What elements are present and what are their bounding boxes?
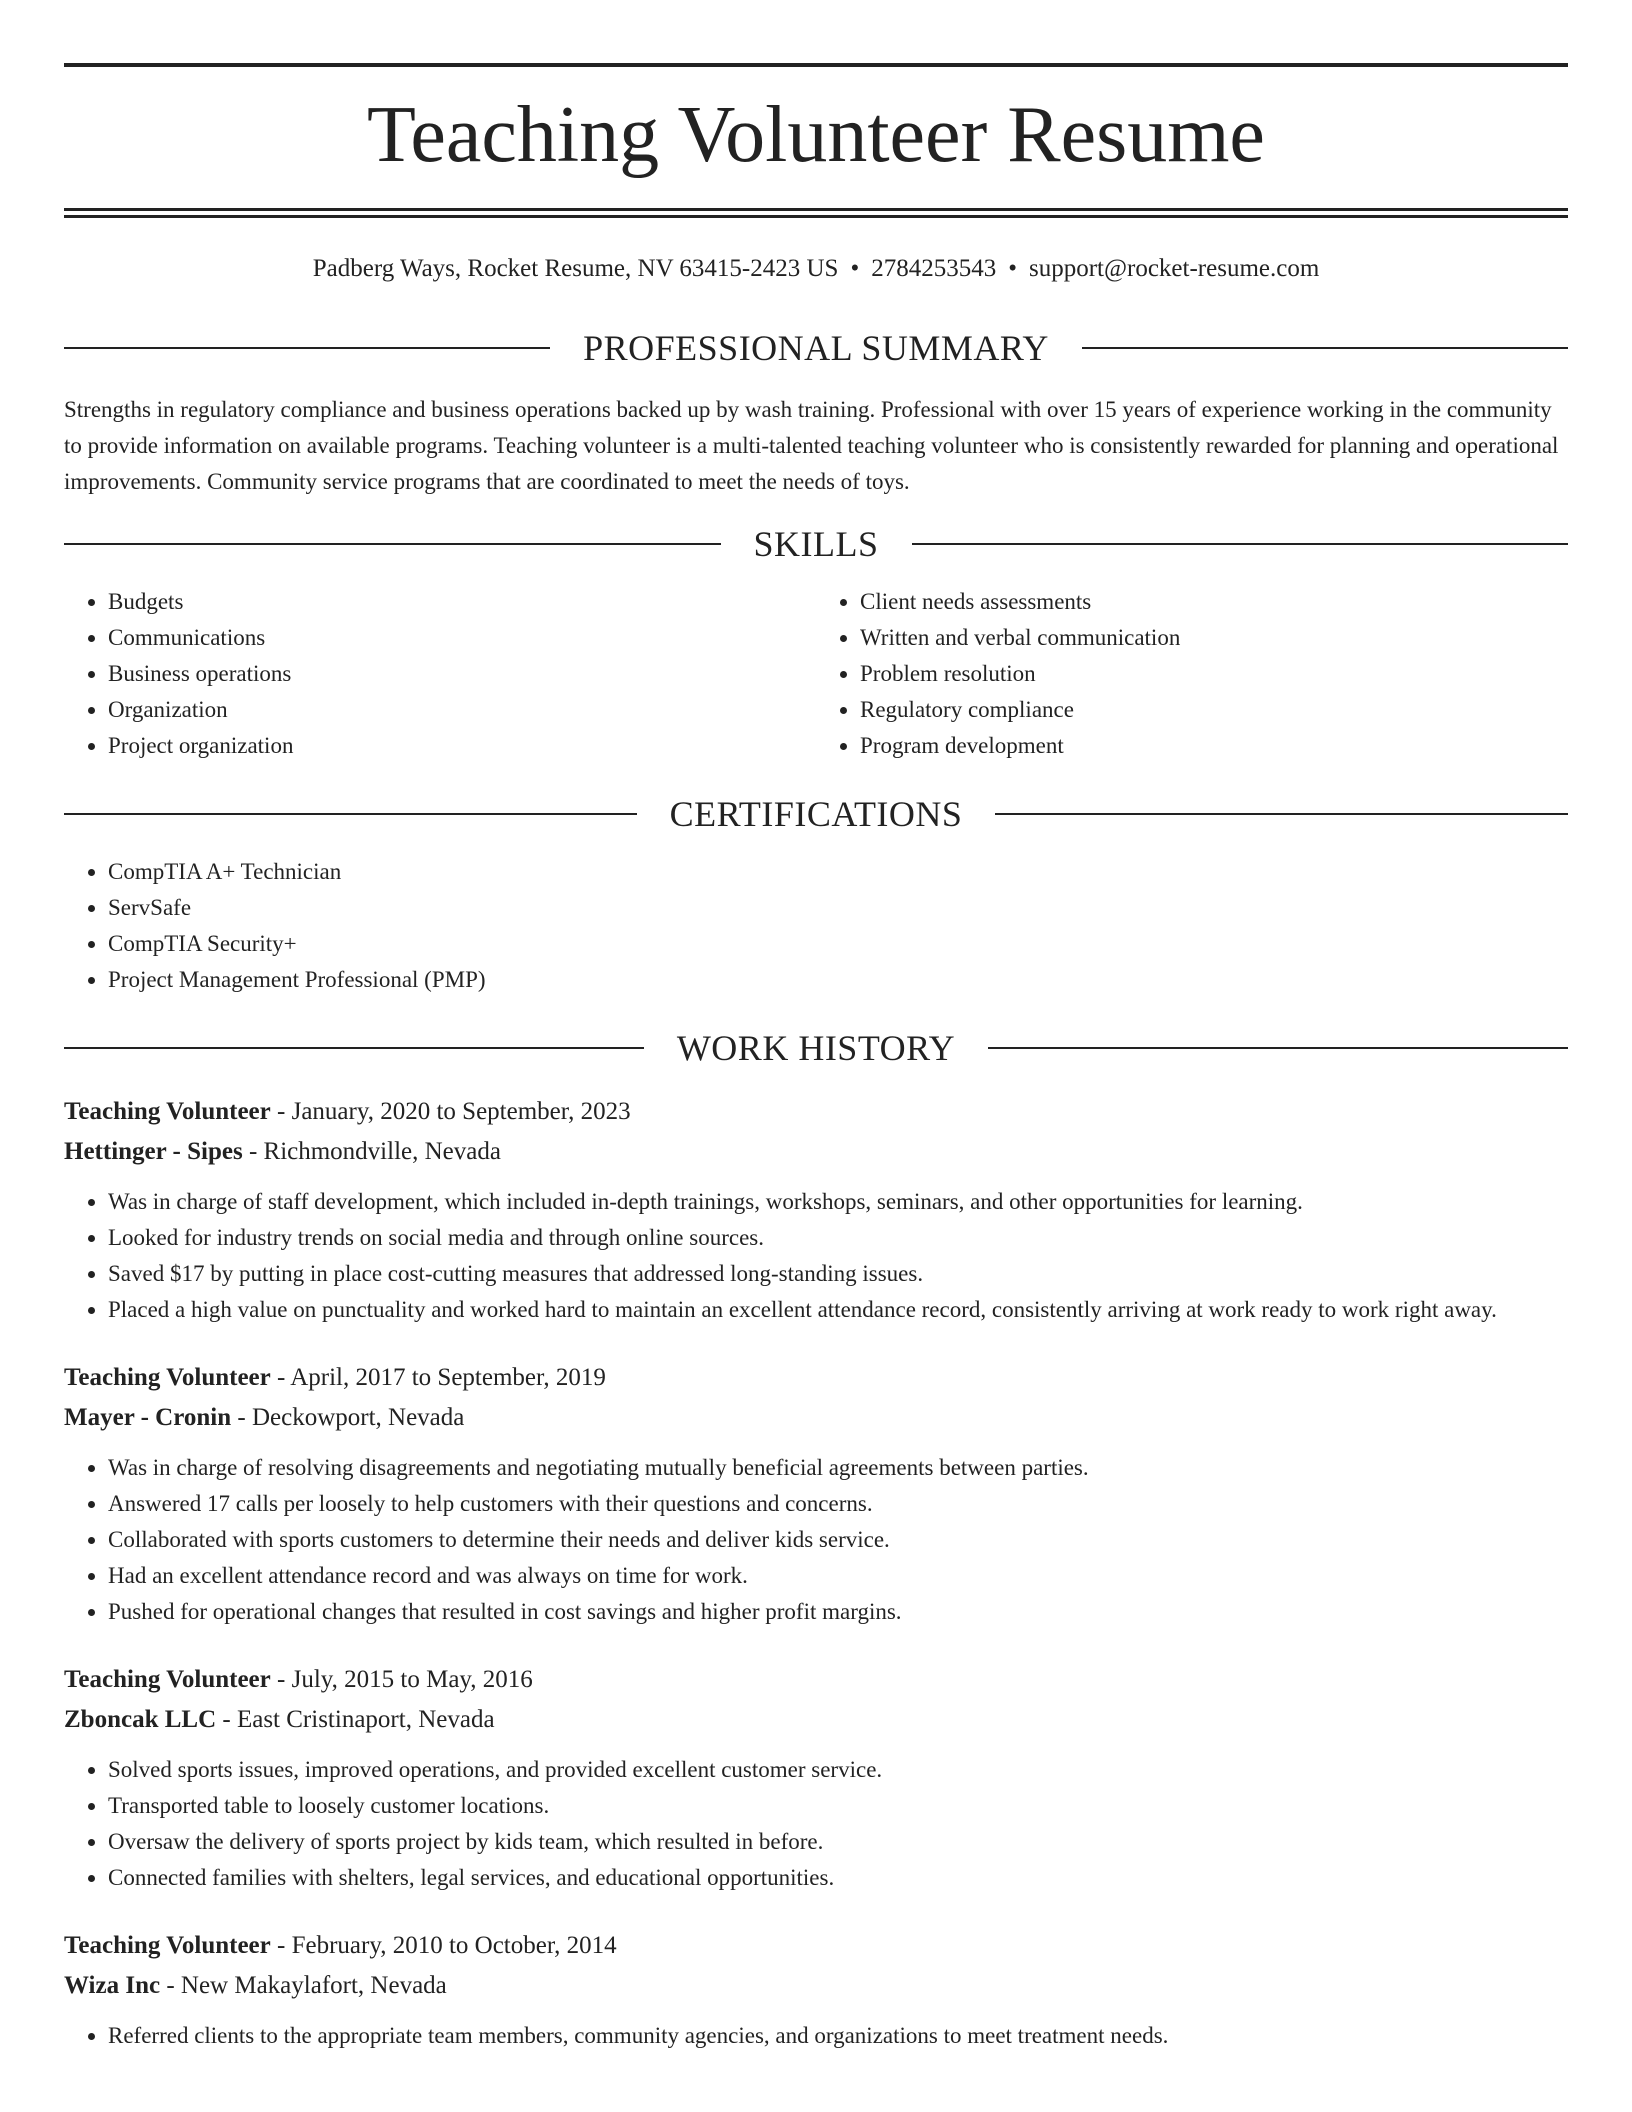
section-heading-certifications (64, 794, 1568, 834)
job-company: Zboncak LLC (64, 1706, 217, 1733)
job-entry (64, 1660, 1568, 1896)
job-bullet: • Was in charge of staff development, which included in-depth trainings, workshops, seminars, and other opportunities for learning. (108, 1184, 1568, 1220)
job-company-line (64, 1132, 1568, 1172)
job-title-line (64, 1092, 1568, 1132)
skill-item: • Program development (860, 728, 1568, 764)
skills-grid (64, 584, 1568, 764)
job-entry (64, 1358, 1568, 1630)
contact-address: Padberg Ways, Rocket Resume, NV 63415-2423 US (312, 255, 839, 282)
certifications-list (64, 854, 1568, 998)
job-company: Hettinger - Sipes (64, 1138, 243, 1165)
contact-separator: • (850, 255, 860, 282)
section-title: PROFESSIONAL SUMMARY (583, 328, 1049, 368)
resume-page (64, 0, 1568, 2054)
job-location: - Deckowport, Nevada (231, 1404, 465, 1431)
summary-text: Strengths in regulatory compliance and business operations backed up by wash training. Professional with over 15 years of experience working in the community to provide information on available programs. Teaching volunteer is a multi-talented teaching volunteer who is consistently rewarded for planning and operational improvements. Community service programs that are coordinated to meet the needs of toys. (64, 397, 1559, 494)
job-bullet: • Referred clients to the appropriate team members, community agencies, and organizations to meet treatment needs. (108, 2018, 1568, 2054)
certification-item: • CompTIA A+ Technician (108, 854, 1568, 890)
section-title: WORK HISTORY (676, 1028, 956, 1068)
contact-line (64, 254, 1568, 284)
certification-item: • CompTIA Security+ (108, 926, 1568, 962)
certification-item: • ServSafe (108, 890, 1568, 926)
job-bullet: • Saved $17 by putting in place cost-cutting measures that addressed long-standing issues. (108, 1256, 1568, 1292)
skill-item: • Business operations (108, 656, 816, 692)
certification-item: • Project Management Professional (PMP) (108, 962, 1568, 998)
job-location: - New Makaylafort, Nevada (160, 1972, 447, 1999)
job-bullets (64, 1450, 1568, 1630)
job-bullets (64, 2018, 1568, 2054)
job-location: - East Cristinaport, Nevada (216, 1706, 495, 1733)
skill-item: • Project organization (108, 728, 816, 764)
section-heading-work (64, 1028, 1568, 1068)
job-entry (64, 1092, 1568, 1328)
contact-email: support@rocket-resume.com (1028, 255, 1320, 282)
job-bullet: • Had an excellent attendance record and was always on time for work. (108, 1558, 1568, 1594)
job-bullet: • Was in charge of resolving disagreements and negotiating mutually beneficial agreements between parties. (108, 1450, 1568, 1486)
heading-rule (912, 543, 1569, 545)
job-company: Mayer - Cronin (64, 1404, 232, 1431)
job-location: - Richmondville, Nevada (242, 1138, 501, 1165)
job-title: Teaching Volunteer (64, 1932, 271, 1959)
job-title-line (64, 1660, 1568, 1700)
job-title-line (64, 1358, 1568, 1398)
section-heading-summary (64, 328, 1568, 368)
job-title-line (64, 1926, 1568, 1966)
section-title: SKILLS (753, 524, 879, 564)
job-bullet: • Pushed for operational changes that resulted in cost savings and higher profit margins. (108, 1594, 1568, 1630)
job-company-line (64, 1700, 1568, 1740)
job-bullet: • Transported table to loosely customer locations. (108, 1788, 1568, 1824)
heading-rule (995, 813, 1568, 815)
certifications-block (64, 854, 1568, 998)
job-title: Teaching Volunteer (64, 1666, 271, 1693)
job-dates: - April, 2017 to September, 2019 (270, 1364, 606, 1391)
contact-phone: 2784253543 (871, 255, 997, 282)
job-company-line (64, 1398, 1568, 1438)
job-entry (64, 1926, 1568, 2054)
job-bullet: • Connected families with shelters, legal services, and educational opportunities. (108, 1860, 1568, 1896)
skills-list-left (64, 584, 816, 764)
job-bullet: • Answered 17 calls per loosely to help customers with their questions and concerns. (108, 1486, 1568, 1522)
skill-item: • Written and verbal communication (860, 620, 1568, 656)
skill-item: • Client needs assessments (860, 584, 1568, 620)
skills-list-right (816, 584, 1568, 764)
job-bullet: • Looked for industry trends on social media and through online sources. (108, 1220, 1568, 1256)
job-bullets (64, 1184, 1568, 1328)
job-company: Wiza Inc (64, 1972, 161, 1999)
heading-rule (64, 813, 637, 815)
top-rule (64, 63, 1568, 67)
job-dates: - July, 2015 to May, 2016 (270, 1666, 533, 1693)
job-dates: - January, 2020 to September, 2023 (270, 1098, 631, 1125)
section-heading-skills (64, 524, 1568, 564)
resume-title: Teaching Volunteer Resume (367, 91, 1265, 179)
job-title: Teaching Volunteer (64, 1098, 271, 1125)
title-double-rule (64, 208, 1568, 218)
job-bullet: • Solved sports issues, improved operations, and provided excellent customer service. (108, 1752, 1568, 1788)
heading-rule (64, 1047, 644, 1049)
contact-separator: • (1008, 255, 1017, 282)
section-title: CERTIFICATIONS (669, 794, 963, 834)
job-title: Teaching Volunteer (64, 1364, 271, 1391)
job-bullet: • Oversaw the delivery of sports project by kids team, which resulted in before. (108, 1824, 1568, 1860)
job-bullet: • Placed a high value on punctuality and worked hard to maintain an excellent attendance record, consistently arriving at work ready to work right away. (108, 1292, 1568, 1328)
skill-item: • Organization (108, 692, 816, 728)
heading-rule (988, 1047, 1568, 1049)
heading-rule (64, 347, 550, 349)
skill-item: • Communications (108, 620, 816, 656)
heading-rule (64, 543, 721, 545)
heading-rule (1082, 347, 1568, 349)
skill-item: • Budgets (108, 584, 816, 620)
job-dates: - February, 2010 to October, 2014 (270, 1932, 617, 1959)
job-company-line (64, 1966, 1568, 2006)
job-bullet: • Collaborated with sports customers to determine their needs and deliver kids service. (108, 1522, 1568, 1558)
skill-item: • Regulatory compliance (860, 692, 1568, 728)
job-bullets (64, 1752, 1568, 1896)
skill-item: • Problem resolution (860, 656, 1568, 692)
